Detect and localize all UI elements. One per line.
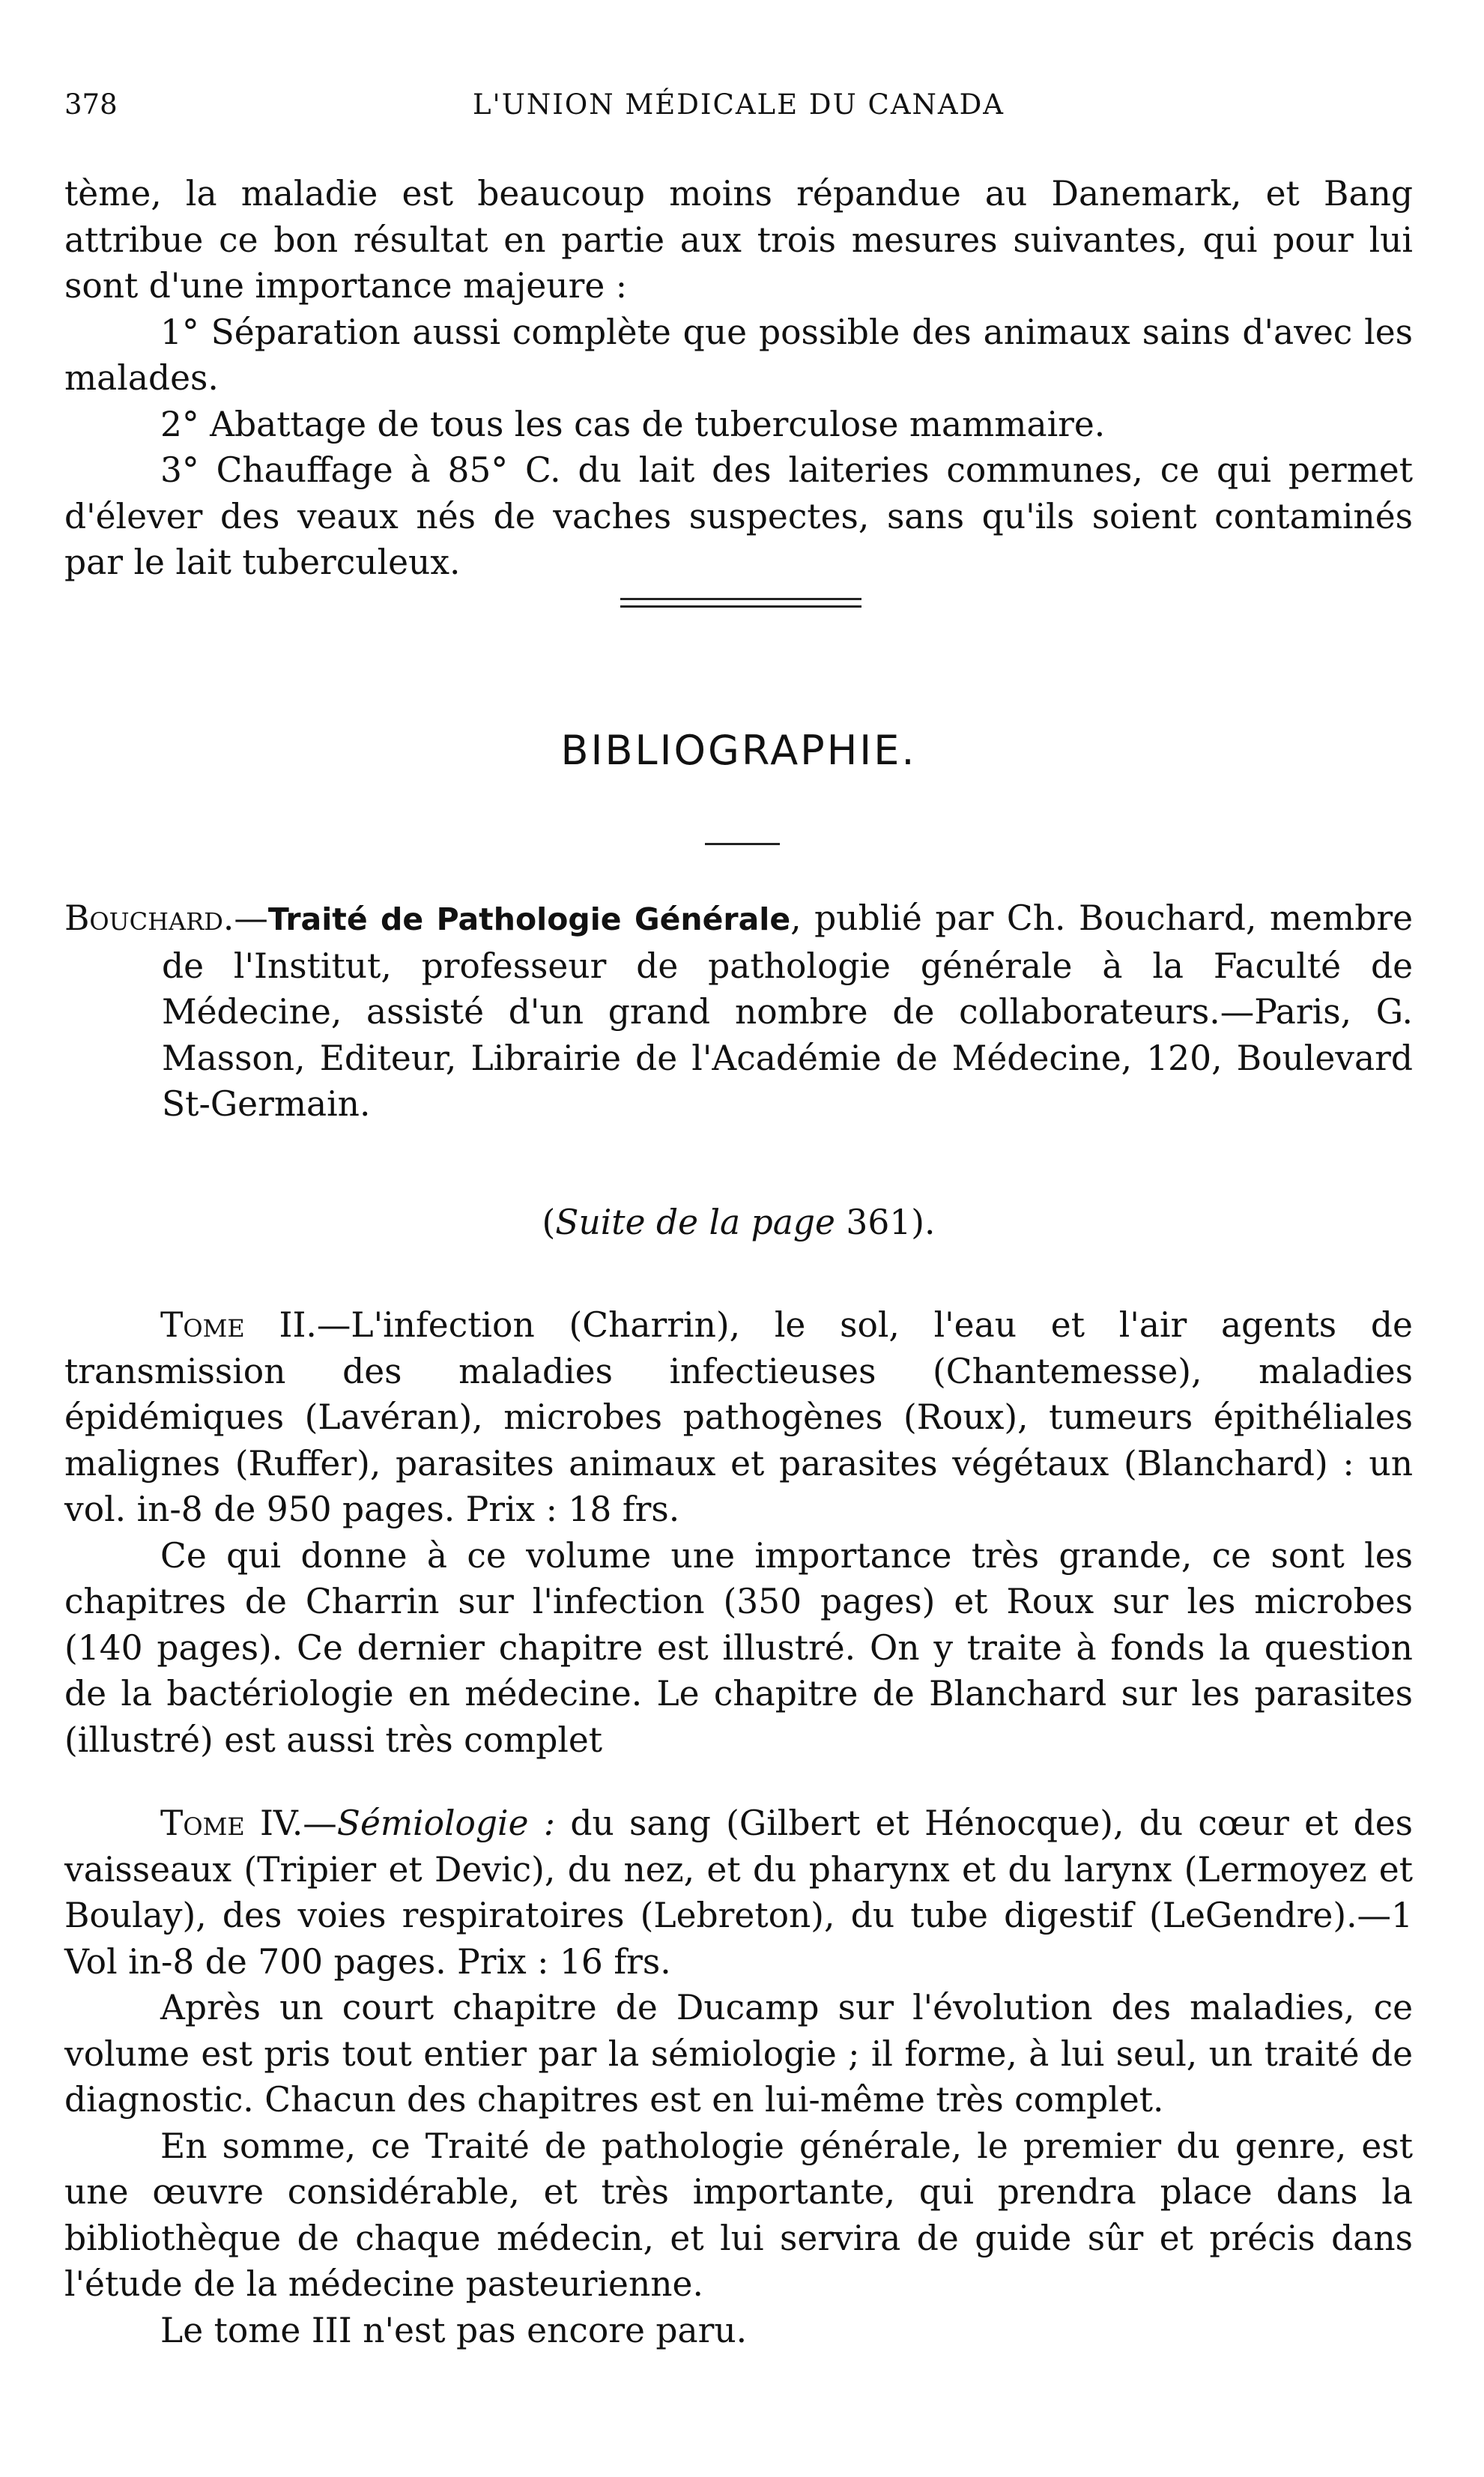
tome-two-description: Tome II.—L'infection (Charrin), le sol, l'eau et l'air agents de transmission des maladies infectieuses (Chantemesse), maladies épidémiques (Lavéran), microbes pathogènes (Roux), tumeurs épithéliales malignes (Ruffer), parasites animaux et parasites végétaux (Blanchard) : un vol. in-8 de 950 pages. Prix : 18 frs. (64, 1305, 1413, 1529)
section-heading: BIBLIOGRAPHIE. (560, 727, 917, 774)
running-title: L'UNION MÉDICALE DU CANADA (472, 88, 1005, 121)
page-number: 378 (64, 88, 118, 121)
entry-dash: — (234, 898, 268, 938)
running-header (64, 88, 1413, 133)
entry-book-title: Traité de Pathologie Générale (267, 901, 791, 937)
tome-four-italic: Sémiologie : (336, 1803, 556, 1843)
list-item: 2° Abattage de tous les cas de tuberculose mammaire. (160, 404, 1106, 444)
entry-citation (64, 895, 1413, 1128)
entry-details: , publié par Ch. Bouchard, membre de l'Institut, professeur de pathologie générale à la Faculté de Médecine, assisté d'un grand nombre de collaborateurs.—Paris, G. Masson, Editeur, Librairie de l'Académie de Médecine, 120, Boulevard St-Germain. (162, 898, 1414, 1124)
bibliography-entry (64, 895, 1413, 1128)
paragraph: Après un court chapitre de Ducamp sur l'évolution des maladies, ce volume est pris tout entier par la sémiologie ; il forme, à lui seul, un traité de diagnostic. Chacun des chapitres est en lui-même très complet. (64, 1988, 1413, 2120)
suite-note: (Suite de la page 361). (542, 1203, 936, 1242)
top-text-section (64, 171, 1413, 586)
tome-four-label: Tome IV. (160, 1803, 303, 1843)
paragraph: tème, la maladie est beaucoup moins répandue au Danemark, et Bang attribue ce bon résultat en partie aux trois mesures suivantes, qui pour lui sont d'une importance majeure : (64, 174, 1413, 306)
paragraph: Ce qui donne à ce volume une importance très grande, ce sont les chapitres de Charrin sur l'infection (350 pages) et Roux sur les microbes (140 pages). Ce dernier chapitre est illustré. On y traite à fonds la question de la bactériologie en médecine. Le chapitre de Blanchard sur les parasites (illustré) est aussi très complet (64, 1535, 1413, 1760)
double-rule-bottom (620, 605, 861, 608)
paragraph: En somme, ce Traité de pathologie générale, le premier du genre, est une œuvre considérable, et très importante, qui prendra place dans la bibliothèque de chaque médecin, et lui servira de guide sûr et précis dans l'étude de la médecine pasteurienne. (64, 2126, 1413, 2304)
tome-two-section (64, 1302, 1413, 1763)
tome-two-label: Tome II. (160, 1305, 317, 1345)
paragraph: Le tome III n'est pas encore paru. (160, 2310, 748, 2350)
suite-italic: Suite de la page (555, 1203, 835, 1242)
list-item: 1° Séparation aussi complète que possible des animaux sains d'avec les malades. (64, 312, 1413, 398)
tome-four-section (64, 1800, 1413, 2353)
entry-author: Bouchard. (64, 898, 234, 938)
double-rule-top (620, 598, 861, 600)
tome-four-description: Tome IV.—Sémiologie : du sang (Gilbert et Hénocque), du cœur et des vaisseaux (Tripier et Devic), du nez, et du pharynx et du larynx (Lermoyez et Boulay), des voies respiratoires (Lebreton), du tube digestif (LeGendre).—1 Vol in-8 de 700 pages. Prix : 16 frs. (64, 1803, 1414, 1982)
list-item: 3° Chauffage à 85° C. du lait des laiteries communes, ce qui permet d'élever des veaux nés de vaches suspectes, sans qu'ils soient contaminés par le lait tuberculeux. (64, 450, 1413, 582)
short-rule (705, 843, 780, 845)
